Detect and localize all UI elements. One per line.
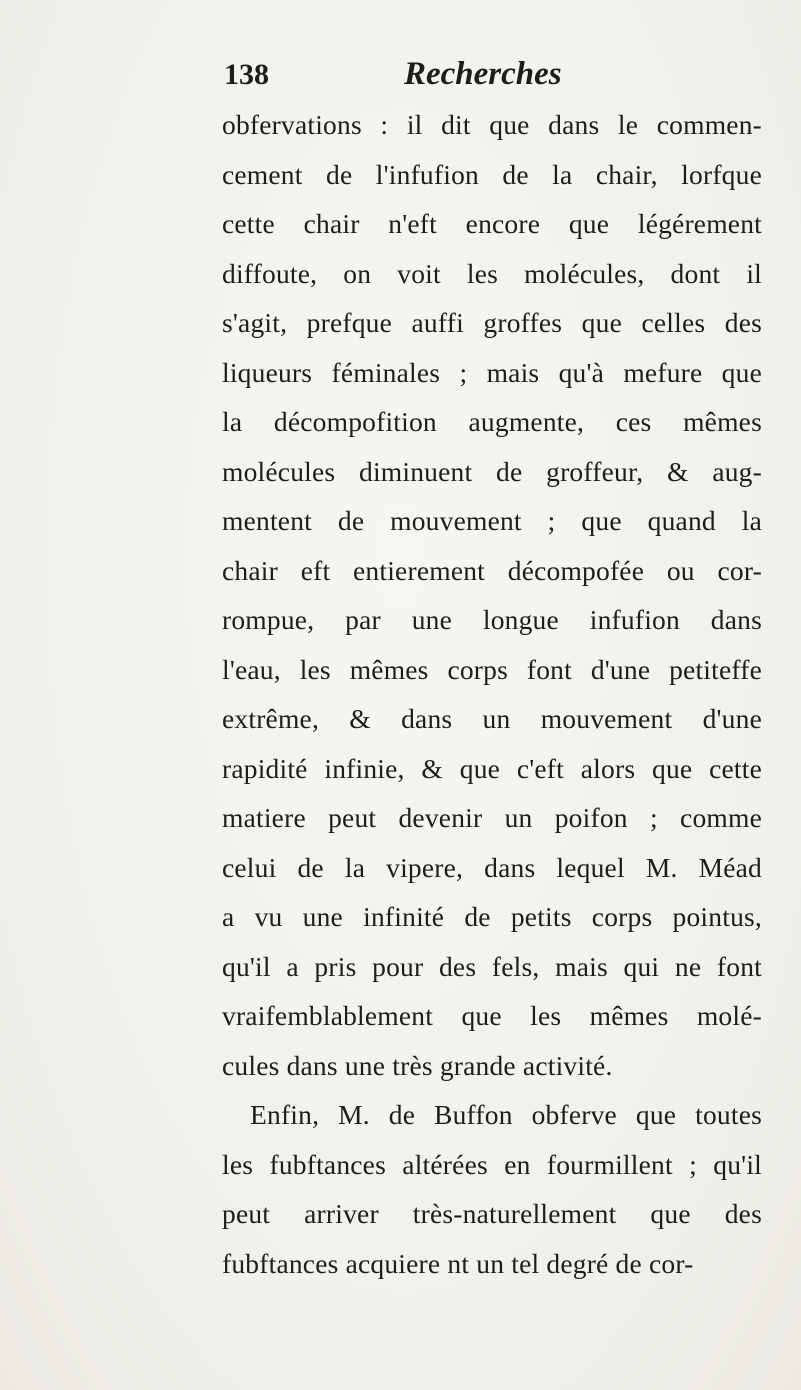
text-line: la décompofition augmente, ces mêmes [222, 406, 762, 437]
text-line: vraifemblablement que les mêmes molé- [222, 1000, 762, 1031]
text-line: l'eau, les mêmes corps font d'une petiteffe [222, 653, 762, 685]
text-line: Enfin, M. de Buffon obferve que toutes [250, 1099, 762, 1130]
text-line: matiere peut devenir un poifon ; comme [222, 802, 762, 833]
text-line: les fubftances altérées en fourmillent ; qu'il [222, 1148, 762, 1180]
text-line: cement de l'infufion de la chair, lorfque [222, 158, 762, 190]
text-line: cette chair n'eft encore que légérement [222, 208, 762, 239]
text-line: qu'il a pris pour des fels, mais qui ne font [222, 950, 762, 982]
page-number: 138 [224, 58, 269, 91]
text-line: diffoute, on voit les molécules, dont il [222, 257, 762, 289]
text-line: rapidité infinie, & que c'eft alors que cette [222, 752, 762, 784]
text-line: celui de la vipere, dans lequel M. Méad [222, 851, 762, 883]
text-line: extrême, & dans un mouvement d'une [222, 703, 762, 734]
text-line: peut arriver très-naturellement que des [222, 1198, 762, 1229]
text-line: cules dans une très grande activité. [222, 1049, 613, 1081]
text-line: liqueurs féminales ; mais qu'à mefure que [222, 356, 762, 388]
text-line: obfervations : il dit que dans le commen- [222, 109, 762, 140]
running-header [224, 58, 744, 102]
text-line: fubftances acquiere nt un tel degré de cor- [222, 1247, 694, 1279]
body-text [222, 100, 762, 1288]
text-line: a vu une infinité de petits corps pointus, [222, 901, 762, 932]
text-line: molécules diminuent de groffeur, & aug- [222, 455, 762, 487]
text-line: s'agit, prefque auffi groffes que celles des [222, 307, 762, 338]
text-line: chair eft entierement décompofée ou cor- [222, 554, 762, 586]
text-line: mentent de mouvement ; que quand la [222, 505, 762, 536]
text-line: rompue, par une longue infufion dans [222, 604, 762, 635]
running-title: Recherches [404, 56, 562, 92]
